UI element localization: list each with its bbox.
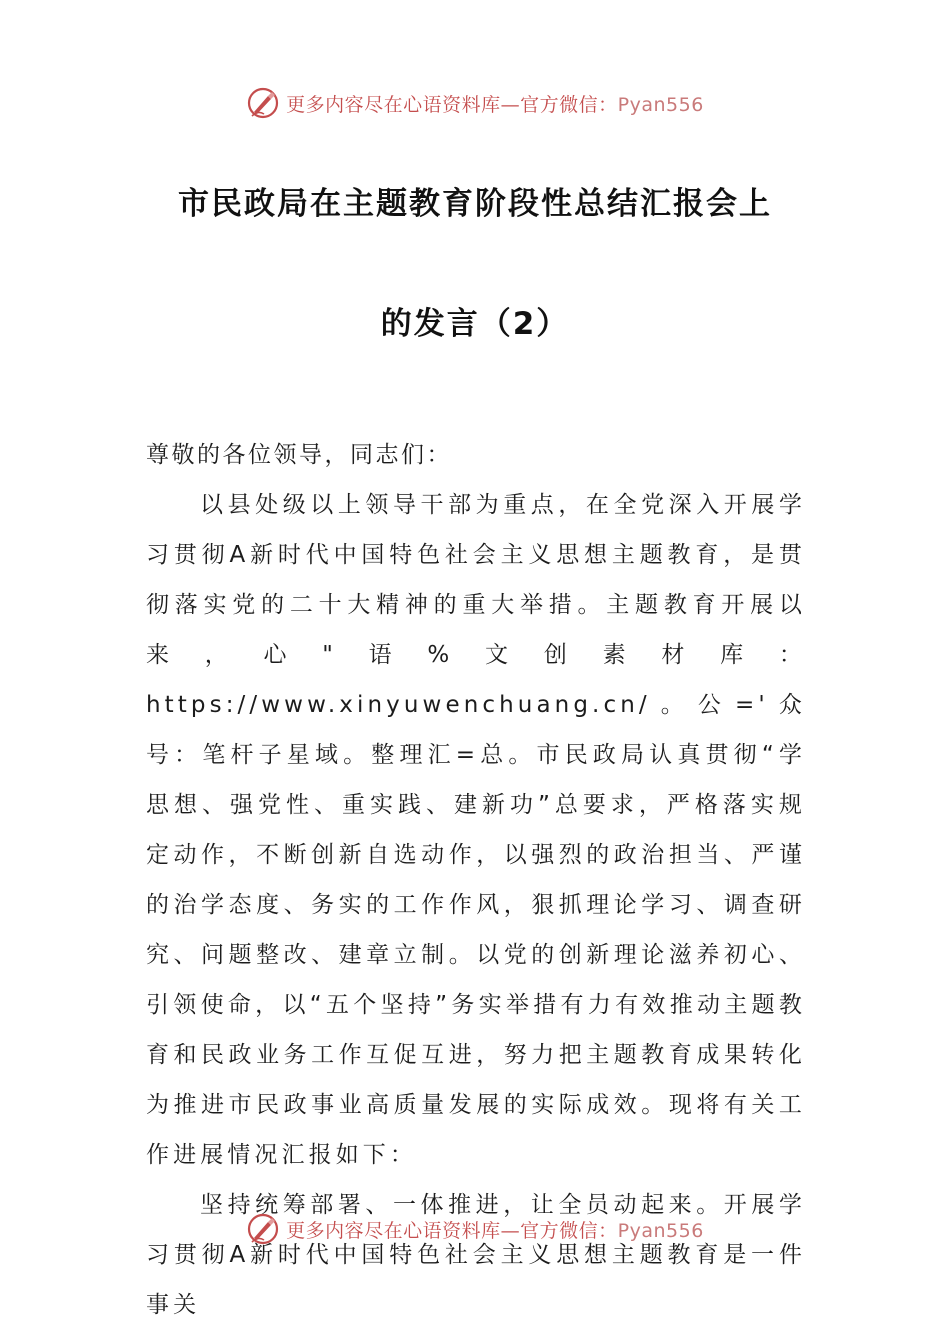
header-banner (0, 83, 950, 123)
page-title-line-1: 市民政局在主题教育阶段性总结汇报会上 (178, 186, 772, 222)
footer-banner (0, 1209, 950, 1249)
paragraph-1: 以县处级以上领导干部为重点，在全党深入开展学习贯彻A新时代中国特色社会主义思想主题教育，是贯彻落实党的二十大精神的重大举措。主题教育开展以来，心"语%文创素材库：https://www.xinyuwenchuang.cn/。公='众号：笔杆子星域。整理汇=总。市民政局认真贯彻“学思想、强党性、重实践、建新功”总要求，严格落实规定动作，不断创新自选动作，以强烈的政治担当、严谨的治学态度、务实的工作作风，狠抓理论学习、调查研究、问题整改、建章立制。以党的创新理论滋养初心、引领使命，以“五个坚持”务实举措有力有效推动主题教育和民政业务工作互促互进，努力把主题教育成果转化为推进市民政事业高质量发展的实际成效。现将有关工作进展情况汇报如下： (146, 492, 806, 1168)
page-title-line-2: 的发言（2） (380, 306, 570, 342)
pen-logo-icon (246, 1212, 280, 1246)
document-body (146, 430, 806, 1330)
greeting: 尊敬的各位领导，同志们： (146, 442, 452, 468)
paragraph-2: 坚持统筹部署、一体推进，让全员动起来。开展学习贯彻A新时代中国特色社会主义思想主题教育是一件事关 (146, 1192, 806, 1318)
wechat-id: Pyan556 (617, 93, 704, 116)
pen-logo-icon (246, 86, 280, 120)
wechat-id: Pyan556 (617, 1219, 704, 1242)
banner-text: 更多内容尽在心语资料库—官方微信：Pyan556 (286, 1219, 704, 1242)
banner-text: 更多内容尽在心语资料库—官方微信：Pyan556 (286, 93, 704, 116)
